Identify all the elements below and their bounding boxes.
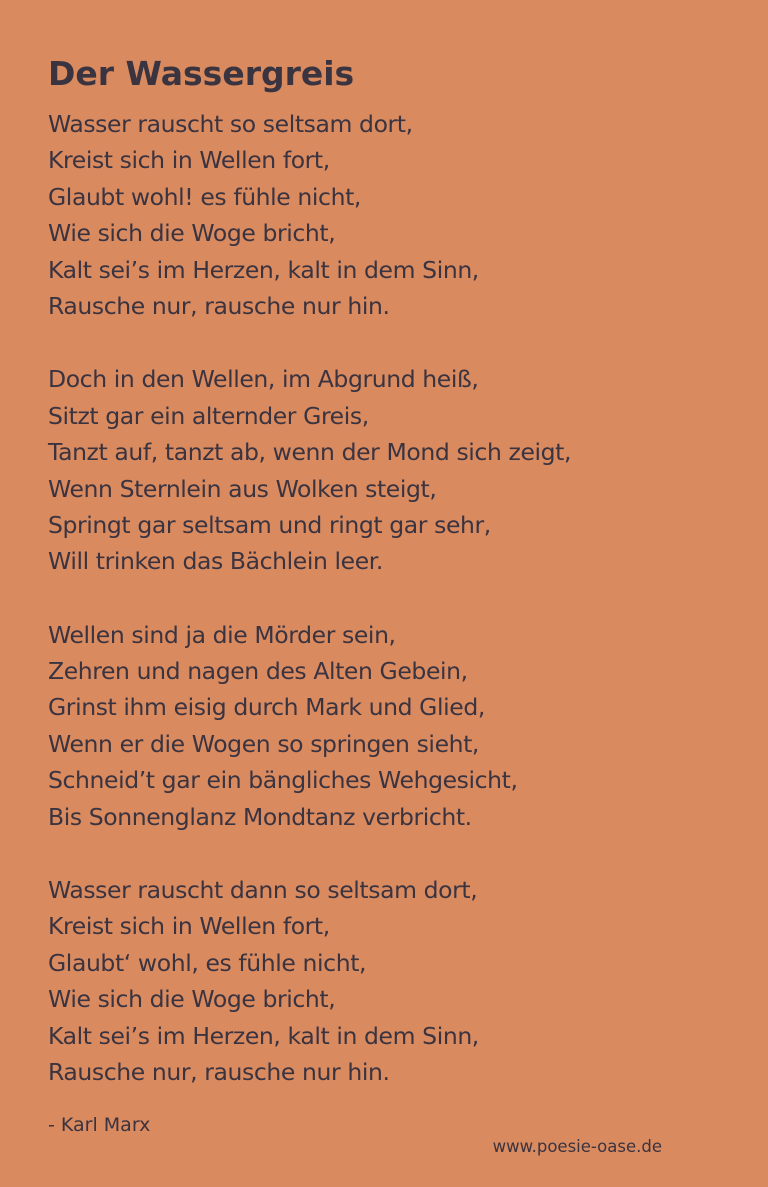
poem-body (48, 106, 738, 1127)
poem-line: Wie sich die Woge bricht, (48, 985, 336, 1014)
website-url: www.poesie-oase.de (492, 1137, 662, 1156)
poem-line: Tanzt auf, tanzt ab, wenn der Mond sich zeigt, (48, 438, 572, 467)
stanza-2 (48, 361, 738, 579)
poem-line: Springt gar seltsam und ringt gar sehr, (48, 510, 491, 539)
poem-line: Wasser rauscht dann so seltsam dort, (48, 876, 478, 905)
poem-line: Grinst ihm eisig durch Mark und Glied, (48, 693, 485, 722)
poem-line: Wie sich die Woge bricht, (48, 219, 336, 248)
poem-line: Kreist sich in Wellen fort, (48, 146, 330, 175)
poem-line: Doch in den Wellen, im Abgrund heiß, (48, 365, 479, 394)
poem-author: - Karl Marx (48, 1114, 151, 1136)
poem-line: Wasser rauscht so seltsam dort, (48, 110, 413, 138)
poem-line: Bis Sonnenglanz Mondtanz verbricht. (48, 802, 472, 831)
poem-line: Schneid’t gar ein bängliches Wehgesicht, (48, 766, 518, 795)
poem-line: Rausche nur, rausche nur hin. (48, 1057, 390, 1086)
poem-line: Glaubt‘ wohl, es fühle nicht, (48, 948, 367, 977)
poem-title: Der Wassergreis (48, 54, 355, 93)
poem-line: Kalt sei’s im Herzen, kalt in dem Sinn, (48, 255, 479, 284)
poem-line: Wellen sind ja die Mörder sein, (48, 620, 396, 649)
poem-line: Sitzt gar ein alternder Greis, (48, 401, 369, 430)
poem-line: Wenn Sternlein aus Wolken steigt, (48, 474, 437, 503)
poem-line: Rausche nur, rausche nur hin. (48, 291, 390, 320)
poem-line: Glaubt wohl! es fühle nicht, (48, 182, 361, 211)
poem-line: Kalt sei’s im Herzen, kalt in dem Sinn, (48, 1021, 479, 1050)
stanza-3 (48, 617, 738, 835)
poem-line: Will trinken das Bächlein leer. (48, 547, 383, 576)
stanza-1 (48, 106, 738, 324)
stanza-4 (48, 872, 738, 1090)
poem-line: Kreist sich in Wellen fort, (48, 912, 330, 941)
poem-line: Wenn er die Wogen so springen sieht, (48, 729, 479, 758)
poem-line: Zehren und nagen des Alten Gebein, (48, 657, 468, 686)
